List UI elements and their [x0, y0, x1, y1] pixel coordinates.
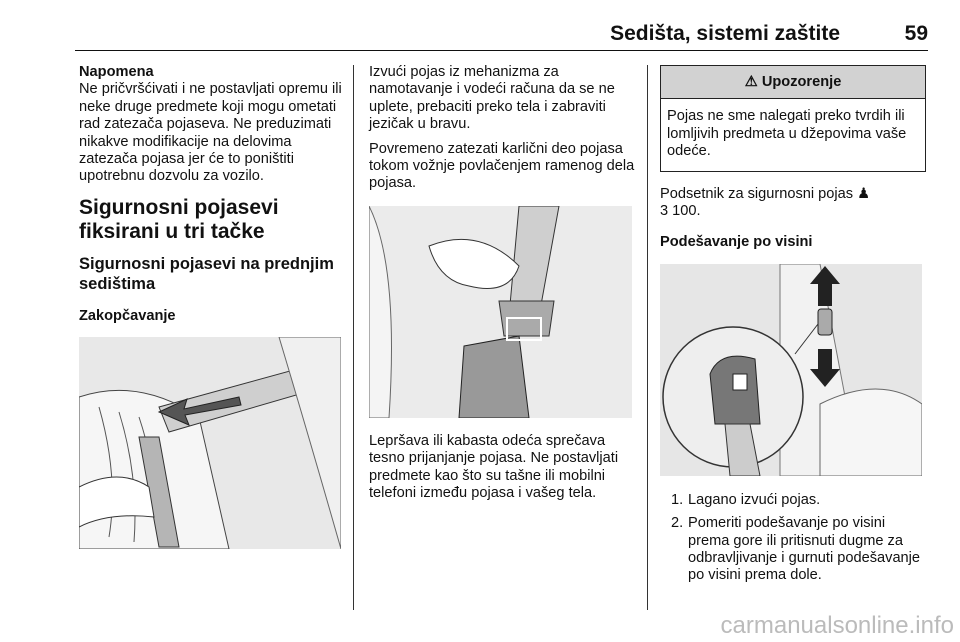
seatbelt-reminder-icon: ♟ [857, 185, 871, 202]
note-title: Napomena [79, 64, 154, 80]
column-3 [660, 65, 930, 585]
pull-belt-text: Izvući pojas iz mehanizma za namotavanje i vodeći računa da se ne uplete, prebaciti preko tela i zabraviti jezičak u bravu. [369, 64, 615, 133]
watermark: carmanualsonline.info [720, 612, 954, 639]
step-text: Lagano izvući pojas. [688, 491, 821, 508]
section-title: Sedišta, sistemi zaštite [610, 22, 840, 45]
heading-front-seat-belts: Sigurnosni pojasevi na prednjim sedištima [79, 254, 334, 293]
step-number: 1. [671, 491, 684, 508]
height-adjustment-steps [660, 492, 930, 585]
column-1 [79, 64, 347, 549]
warning-title: Upozorenje [761, 74, 842, 90]
clothing-advice-text: Lepršava ili kabasta odeća sprečava tesno prijanjanje pojasa. Ne postavljati predmete kao što su tašne ili mobilni telefoni između pojasa i vašeg tela. [369, 432, 619, 502]
warning-box [660, 65, 926, 172]
height-adjuster-illustration [660, 264, 922, 476]
heading-three-point-belts: Sigurnosni pojasevi fiksirani u tri tačke [79, 195, 279, 243]
page-number: 59 [904, 22, 928, 45]
note-text: Ne pričvršćivati i ne postavljati opremu ili neke druge predmete koji mogu ometati rad zatezača pojaseva. Ne preduzimati nikakve modifikacije na delovima zatezača pojasa jer će to poništiti upotrebnu dozvolu za vozilo. [79, 81, 342, 185]
page-reference: 3 100. [660, 203, 701, 220]
column-divider-1 [353, 65, 354, 610]
heading-height-adjustment: Podešavanje po visini [660, 234, 813, 251]
column-2 [369, 64, 639, 502]
heading-fastening: Zakopčavanje [79, 307, 176, 324]
step-number: 2. [671, 515, 684, 532]
list-item [660, 515, 930, 585]
column-divider-2 [647, 65, 648, 610]
header-rule [75, 50, 928, 51]
warning-header [661, 66, 925, 99]
warning-text: Pojas ne sme nalegati preko tvrdih ili lomljivih predmeta u džepovima vaše odeće. [667, 108, 907, 160]
step-text: Pomeriti podešavanje po visini prema gore ili pritisnuti dugme za odbravljivanje i gurnuti podešavanje po visini prema dole. [688, 515, 921, 584]
reminder-text: Podsetnik za sigurnosni pojas [660, 185, 854, 202]
list-item [660, 492, 930, 509]
buckle-latching-illustration [369, 206, 632, 418]
tighten-belt-text: Povremeno zatezati karlični deo pojasa tokom vožnje povlačenjem ramenog dela pojasa. [369, 140, 635, 192]
reminder-paragraph [660, 186, 930, 221]
seatbelt-fastening-illustration [79, 337, 341, 549]
warning-icon: ⚠ [744, 74, 758, 90]
